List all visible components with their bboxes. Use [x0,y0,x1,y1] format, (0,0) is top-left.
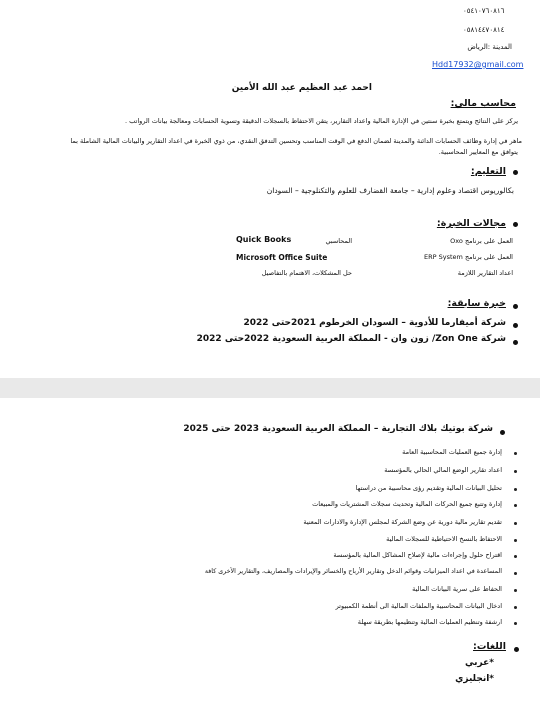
job-1: شركة أميفارما للأدوية – السودان الخرطوم 2021حتى 2022 [243,318,506,328]
task-bullet [514,470,517,473]
skill-left-1: Quick Books [236,235,292,244]
job-3-bullet [500,430,505,435]
skills-bullet [513,222,518,227]
task-item: تقديم تقارير مالية دورية عن وضع الشركة لمجلس الإدارة والادارات المعنية [303,518,502,526]
education-text: بكالوريوس اقتصاد وعلوم إدارية – جامعة القضارف للعلوم والتكنلوجية – السودان [266,186,514,195]
education-bullet [513,170,518,175]
education-heading: التعليم: [470,166,506,177]
full-name: احمد عبد العظيم عبد الله الأمين [231,83,372,93]
task-item: اعداد تقارير الوضع المالي الحالي بالمؤسسة [384,466,502,474]
job-2: شركة Zon One/ زون وان - المملكة العربية السعودية 2022حتى 2022 [196,334,506,344]
task-item: ادخال البيانات المحاسبية والملفات المالية الى أنظمة الكمبيوتر [335,602,502,610]
task-bullet [514,589,517,592]
language-item: *انجليزي [455,674,494,684]
skill-right-1: العمل على برنامج Oxo [450,237,513,245]
page-separator [0,378,540,398]
experience-bullet [513,304,518,309]
email-link[interactable]: Hdd17932@gmail.com [432,60,524,69]
skill-right-3: اعداد التقارير اللازمة [457,269,513,277]
task-bullet [514,452,517,455]
task-bullet [514,606,517,609]
task-bullet [514,522,517,525]
task-bullet [514,572,517,575]
skill-mid-3: حل المشكلات، الاهتمام بالتفاصيل [261,269,352,277]
task-item: اقتراح حلول وإجراءات مالية لإصلاح المشاكل المالية بالمؤسسة [333,551,502,559]
summary-line-3: يتوافق مع المعايير المحاسبية. [438,148,518,156]
skill-right-2: العمل على برنامج ERP System [424,253,513,261]
task-item: إدارة جميع العمليات المحاسبية العامة [402,448,502,456]
phone-2: ٠٥٨١٤٤٧٠٨١٤ [463,26,505,34]
task-item: تحليل البيانات المالية وتقديم رؤى محاسبية من دراستها [355,484,502,492]
skill-mid-1: المحاسبي [325,237,352,245]
task-item: إدارة وتتبع جميع الحركات المالية وتحديث سجلات المشتريات والمبيعات [312,500,502,508]
task-item: الحفاظ على سرية البيانات المالية [412,585,502,593]
languages-bullet [514,647,519,652]
job-3: شركة بوتيك بلاك التجارية – المملكة العربية السعودية 2023 حتى 2025 [183,424,493,434]
job-2-bullet [513,340,518,345]
summary-line-2: ماهر في إدارة وظائف الحسابات الدائنة والمدينة لضمان الدفع في الوقت المناسب وتحسين التدفق النقدي، من ذوي الخبرة في اعداد التقارير والبيانات المالية الشاملة بما [70,137,522,145]
task-bullet [514,504,517,507]
city: المدينة :الرياض [467,43,512,51]
resume-page-2 [0,398,540,721]
task-item: ارشفة وتنظيم العمليات المالية وتنظيمها بطريقة سهلة [357,618,502,626]
skills-heading: مجالات الخبرة: [436,218,506,229]
job-1-bullet [513,323,518,328]
skill-left-2: Microsoft Office Suite [236,253,328,262]
task-bullet [514,539,517,542]
job-title: محاسب مالي: [450,98,516,109]
task-item: الاحتفاظ بالنسخ الاحتياطية للسجلات المالية [386,535,502,543]
task-bullet [514,488,517,491]
task-item: المساعدة في اعداد الميزانيات وقوائم الدخل وتقارير الأرباح والخسائر والإيرادات والمصاريف، والتقارير الأخرى كافة [204,568,502,575]
language-item: *عربي [465,658,494,668]
summary-line-1: يركز على النتائج ويتمتع بخبرة سنتين في الإدارة المالية واعداد التقارير، يتقن الاحتفاظ بالسجلات الدقيقة وتسوية الحسابات ومعالجة بيانات الرواتب . [125,117,518,125]
task-bullet [514,555,517,558]
experience-heading: خبرة سابقة: [447,298,506,309]
phone-1: ٠٥٤١٠٧٦٠٨١٦ [463,7,505,15]
task-bullet [514,622,517,625]
languages-heading: اللغات: [473,641,506,652]
